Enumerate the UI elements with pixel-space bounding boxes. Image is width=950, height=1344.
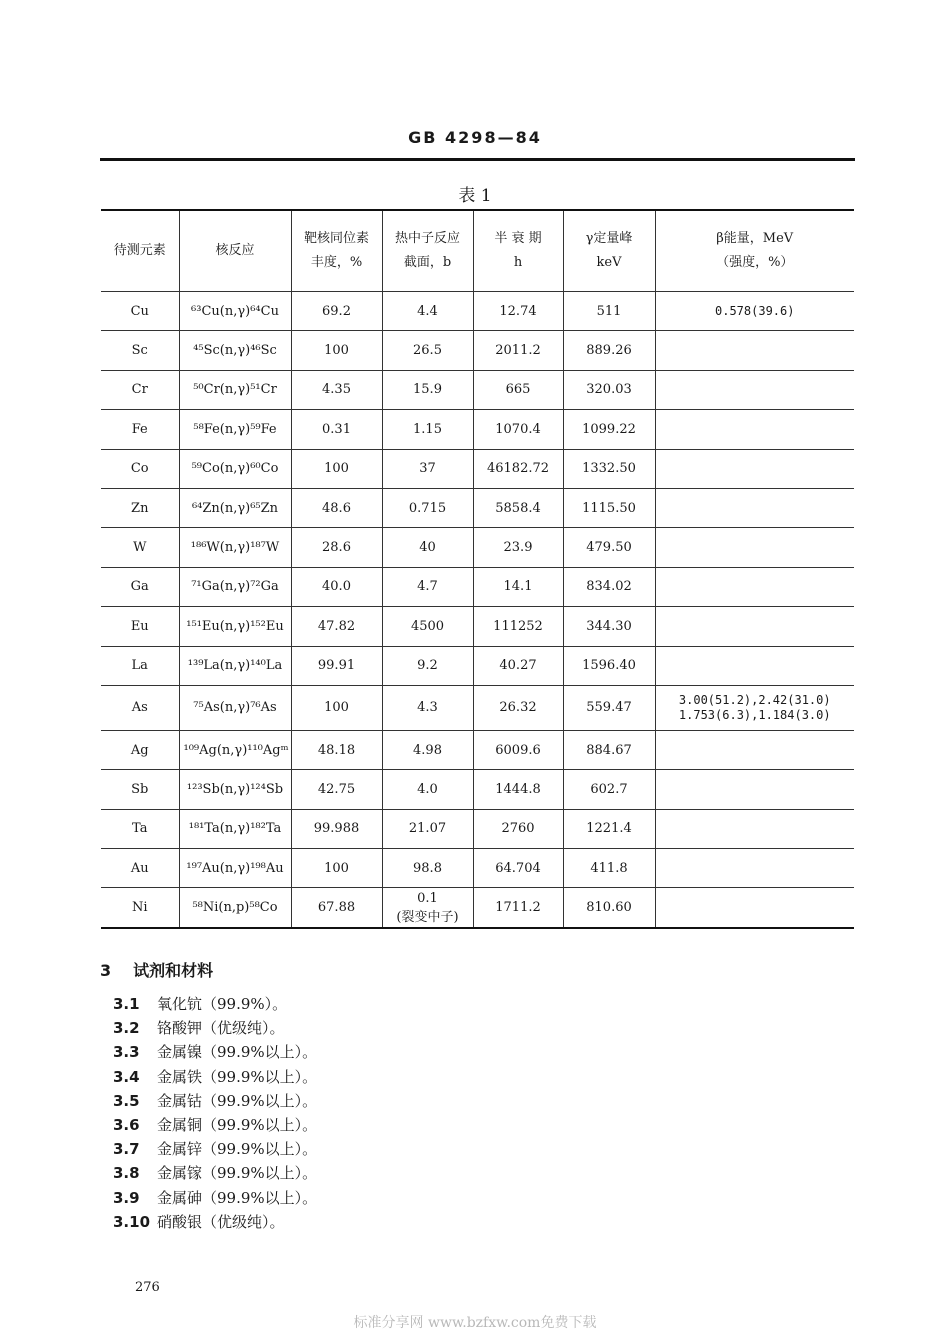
- cell-cross-section: 4.7: [382, 567, 473, 606]
- cell-reaction: ¹⁸⁶W(n,γ)¹⁸⁷W: [179, 528, 291, 567]
- cell-cross-section: 4.3: [382, 685, 473, 730]
- list-item: [113, 1161, 317, 1185]
- cell-half-life: 12.74: [473, 292, 563, 331]
- header-rule: [100, 158, 855, 161]
- cell-cross-section: 21.07: [382, 809, 473, 848]
- column-header: 待测元素: [101, 210, 179, 292]
- cell-reaction: ⁶³Cu(n,γ)⁶⁴Cu: [179, 292, 291, 331]
- cell-beta: [655, 888, 854, 928]
- cell-half-life: 1711.2: [473, 888, 563, 928]
- cell-abundance: 4.35: [291, 370, 382, 409]
- cell-reaction: ⁵⁰Cr(n,γ)⁵¹Cr: [179, 370, 291, 409]
- cell-half-life: 23.9: [473, 528, 563, 567]
- cell-cross-section: 4500: [382, 607, 473, 646]
- cell-half-life: 2760: [473, 809, 563, 848]
- table-row: [101, 567, 854, 606]
- cell-gamma-peak: 1221.4: [563, 809, 655, 848]
- column-header: 半 衰 期 h: [473, 210, 563, 292]
- cell-gamma-peak: 511: [563, 292, 655, 331]
- cell-gamma-peak: 810.60: [563, 888, 655, 928]
- cell-half-life: 6009.6: [473, 730, 563, 769]
- table-row: [101, 292, 854, 331]
- cell-half-life: 5858.4: [473, 488, 563, 527]
- list-item: [113, 1210, 317, 1234]
- item-number: 3.9: [113, 1188, 140, 1207]
- cell-cross-section: 0.715: [382, 488, 473, 527]
- cell-abundance: 69.2: [291, 292, 382, 331]
- cell-element: As: [101, 685, 179, 730]
- column-header: 热中子反应 截面，b: [382, 210, 473, 292]
- cell-beta: [655, 488, 854, 527]
- table-row: [101, 730, 854, 769]
- cell-beta: [655, 849, 854, 888]
- item-text: 金属砷（99.9%以上）。: [157, 1188, 318, 1207]
- cell-beta: [655, 646, 854, 685]
- cell-reaction: ¹⁸¹Ta(n,γ)¹⁸²Ta: [179, 809, 291, 848]
- page-header: GB 4298—84: [408, 128, 542, 147]
- cell-element: Ni: [101, 888, 179, 928]
- cell-reaction: ¹⁰⁹Ag(n,γ)¹¹⁰Agᵐ: [179, 730, 291, 769]
- cell-gamma-peak: 1115.50: [563, 488, 655, 527]
- cell-beta: [655, 449, 854, 488]
- cell-cross-section: 40: [382, 528, 473, 567]
- cell-cross-section: 9.2: [382, 646, 473, 685]
- list-item: [113, 1137, 317, 1161]
- cell-abundance: 0.31: [291, 410, 382, 449]
- item-text: 金属钴（99.9%以上）。: [157, 1091, 318, 1110]
- cell-abundance: 99.988: [291, 809, 382, 848]
- cell-gamma-peak: 834.02: [563, 567, 655, 606]
- cell-reaction: ¹⁹⁷Au(n,γ)¹⁹⁸Au: [179, 849, 291, 888]
- cell-cross-section: 37: [382, 449, 473, 488]
- cell-reaction: ⁵⁸Ni(n,p)⁵⁸Co: [179, 888, 291, 928]
- cell-half-life: 46182.72: [473, 449, 563, 488]
- item-number: 3.1: [113, 995, 140, 1013]
- item-number: 3.6: [113, 1115, 140, 1134]
- column-header: β能量，MeV （强度，%）: [655, 210, 854, 292]
- cell-element: Cu: [101, 292, 179, 331]
- item-text: 硝酸银（优级纯）。: [157, 1212, 285, 1231]
- table-row: [101, 809, 854, 848]
- cell-abundance: 47.82: [291, 607, 382, 646]
- cell-half-life: 1070.4: [473, 410, 563, 449]
- cell-cross-section: 4.0: [382, 770, 473, 809]
- cell-reaction: ⁷⁵As(n,γ)⁷⁶As: [179, 685, 291, 730]
- item-number: 3.10: [113, 1212, 151, 1231]
- table-body: [101, 292, 854, 928]
- cell-abundance: 100: [291, 331, 382, 370]
- cell-reaction: ¹²³Sb(n,γ)¹²⁴Sb: [179, 770, 291, 809]
- item-number: 3.8: [113, 1164, 140, 1183]
- item-text: 金属铜（99.9%以上）。: [157, 1115, 318, 1134]
- cell-abundance: 100: [291, 685, 382, 730]
- cell-abundance: 99.91: [291, 646, 382, 685]
- item-text: 氧化钪（99.9%）。: [157, 995, 288, 1013]
- column-header: 核反应: [179, 210, 291, 292]
- cell-gamma-peak: 479.50: [563, 528, 655, 567]
- table-row: [101, 770, 854, 809]
- table-caption: 表 1: [458, 186, 492, 206]
- cell-element: Eu: [101, 607, 179, 646]
- item-number: 3.2: [113, 1019, 140, 1038]
- table-row: [101, 685, 854, 730]
- cell-gamma-peak: 602.7: [563, 770, 655, 809]
- cell-beta: [655, 809, 854, 848]
- table-row: [101, 528, 854, 567]
- table-row: [101, 888, 854, 928]
- cell-half-life: 665: [473, 370, 563, 409]
- cell-cross-section: 4.4: [382, 292, 473, 331]
- cell-cross-section: 15.9: [382, 370, 473, 409]
- cell-reaction: ⁶⁴Zn(n,γ)⁶⁵Zn: [179, 488, 291, 527]
- cell-element: W: [101, 528, 179, 567]
- cell-cross-section: 0.1 (裂变中子): [382, 888, 473, 928]
- section-title: 试剂和材料: [133, 961, 214, 980]
- cell-beta: [655, 528, 854, 567]
- cell-element: Ta: [101, 809, 179, 848]
- list-item: [113, 1186, 317, 1210]
- cell-reaction: ¹³⁹La(n,γ)¹⁴⁰La: [179, 646, 291, 685]
- cell-beta: 0.578(39.6): [655, 292, 854, 331]
- list-item: [113, 1040, 317, 1064]
- cell-reaction: ⁵⁹Co(n,γ)⁶⁰Co: [179, 449, 291, 488]
- item-number: 3.7: [113, 1140, 140, 1159]
- cell-gamma-peak: 559.47: [563, 685, 655, 730]
- cell-gamma-peak: 1596.40: [563, 646, 655, 685]
- item-text: 铬酸钾（优级纯）。: [157, 1019, 285, 1038]
- item-text: 金属铁（99.9%以上）。: [157, 1067, 318, 1086]
- cell-cross-section: 26.5: [382, 331, 473, 370]
- cell-reaction: ⁷¹Ga(n,γ)⁷²Ga: [179, 567, 291, 606]
- cell-element: Zn: [101, 488, 179, 527]
- table-row: [101, 488, 854, 527]
- column-header: 靶核同位素 丰度，%: [291, 210, 382, 292]
- cell-beta: [655, 730, 854, 769]
- cell-element: Au: [101, 849, 179, 888]
- cell-half-life: 64.704: [473, 849, 563, 888]
- cell-abundance: 28.6: [291, 528, 382, 567]
- cell-element: La: [101, 646, 179, 685]
- cell-beta: [655, 770, 854, 809]
- table-row: [101, 449, 854, 488]
- cell-beta: [655, 567, 854, 606]
- item-number: 3.4: [113, 1067, 140, 1086]
- cell-beta: [655, 370, 854, 409]
- watermark: 标准分享网 www.bzfxw.com免费下载: [353, 1315, 597, 1331]
- table-row: [101, 370, 854, 409]
- reagent-list: [113, 992, 317, 1234]
- table-row: [101, 410, 854, 449]
- cell-element: Cr: [101, 370, 179, 409]
- cell-element: Fe: [101, 410, 179, 449]
- table-row: [101, 849, 854, 888]
- list-item: [113, 992, 317, 1016]
- data-table: [101, 209, 854, 929]
- cell-element: Co: [101, 449, 179, 488]
- cell-reaction: ¹⁵¹Eu(n,γ)¹⁵²Eu: [179, 607, 291, 646]
- cell-element: Sb: [101, 770, 179, 809]
- item-number: 3.3: [113, 1043, 140, 1062]
- cell-abundance: 48.18: [291, 730, 382, 769]
- list-item: [113, 1113, 317, 1137]
- cell-half-life: 26.32: [473, 685, 563, 730]
- item-text: 金属镓（99.9%以上）。: [157, 1164, 318, 1183]
- column-header: γ定量峰 keV: [563, 210, 655, 292]
- cell-cross-section: 4.98: [382, 730, 473, 769]
- cell-beta: 3.00(51.2),2.42(31.0) 1.753(6.3),1.184(3.0): [655, 685, 854, 730]
- table-row: [101, 646, 854, 685]
- cell-element: Ag: [101, 730, 179, 769]
- cell-gamma-peak: 884.67: [563, 730, 655, 769]
- cell-element: Ga: [101, 567, 179, 606]
- cell-abundance: 40.0: [291, 567, 382, 606]
- cell-half-life: 40.27: [473, 646, 563, 685]
- page-number: 276: [135, 1280, 160, 1295]
- list-item: [113, 1016, 317, 1040]
- cell-gamma-peak: 1332.50: [563, 449, 655, 488]
- cell-abundance: 48.6: [291, 488, 382, 527]
- table-row: [101, 331, 854, 370]
- table-header-row: [101, 210, 854, 292]
- cell-abundance: 67.88: [291, 888, 382, 928]
- item-number: 3.5: [113, 1091, 140, 1110]
- cell-abundance: 100: [291, 449, 382, 488]
- section-number: 3: [100, 961, 112, 980]
- item-text: 金属锌（99.9%以上）。: [157, 1140, 318, 1159]
- cell-half-life: 2011.2: [473, 331, 563, 370]
- cell-half-life: 1444.8: [473, 770, 563, 809]
- cell-gamma-peak: 1099.22: [563, 410, 655, 449]
- cell-gamma-peak: 411.8: [563, 849, 655, 888]
- cell-cross-section: 1.15: [382, 410, 473, 449]
- list-item: [113, 1089, 317, 1113]
- list-item: [113, 1065, 317, 1089]
- item-text: 金属镍（99.9%以上）。: [157, 1043, 318, 1062]
- cell-half-life: 14.1: [473, 567, 563, 606]
- cell-reaction: ⁵⁸Fe(n,γ)⁵⁹Fe: [179, 410, 291, 449]
- table-row: [101, 607, 854, 646]
- section-heading: [100, 958, 213, 981]
- cell-gamma-peak: 889.26: [563, 331, 655, 370]
- cell-abundance: 100: [291, 849, 382, 888]
- cell-beta: [655, 331, 854, 370]
- cell-cross-section: 98.8: [382, 849, 473, 888]
- cell-beta: [655, 410, 854, 449]
- cell-element: Sc: [101, 331, 179, 370]
- cell-gamma-peak: 320.03: [563, 370, 655, 409]
- cell-beta: [655, 607, 854, 646]
- cell-half-life: 111252: [473, 607, 563, 646]
- cell-abundance: 42.75: [291, 770, 382, 809]
- cell-reaction: ⁴⁵Sc(n,γ)⁴⁶Sc: [179, 331, 291, 370]
- cell-gamma-peak: 344.30: [563, 607, 655, 646]
